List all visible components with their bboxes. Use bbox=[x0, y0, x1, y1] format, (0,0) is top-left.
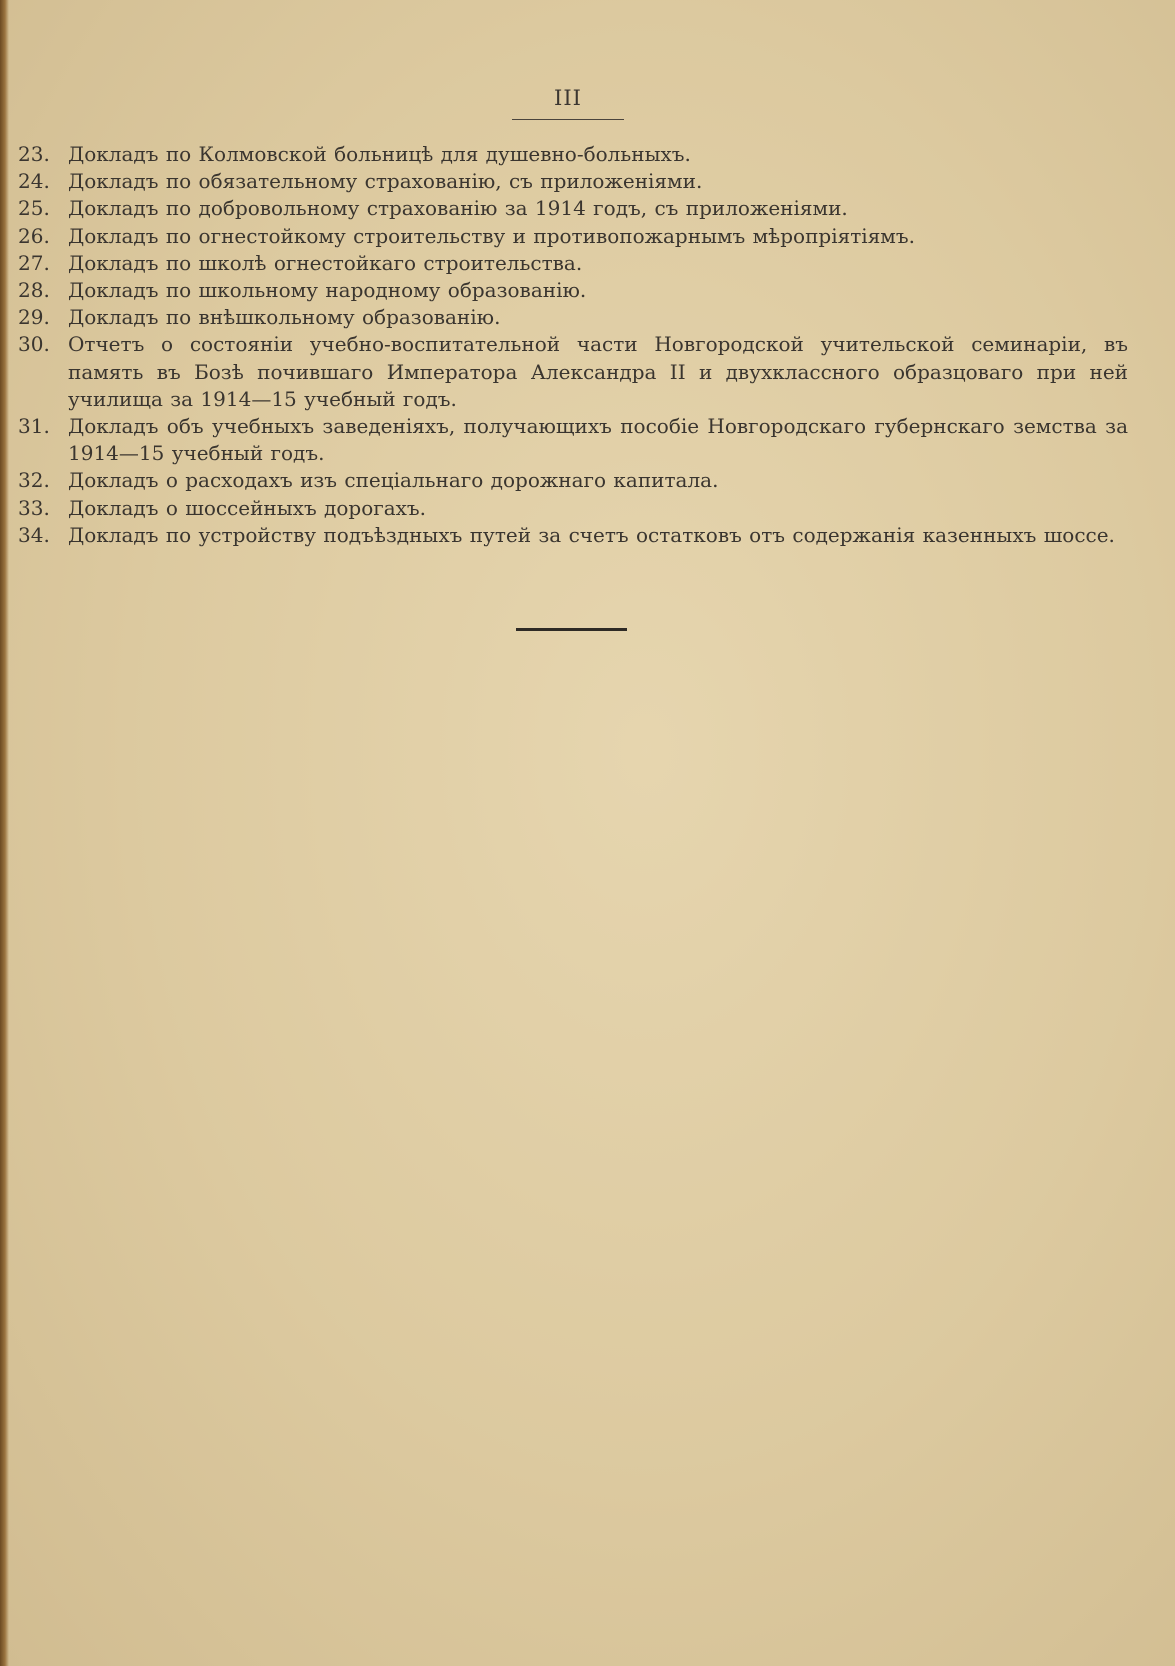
item-text: Докладъ по школѣ огнестойкаго строительства. bbox=[68, 250, 583, 275]
item-number: 26. bbox=[18, 223, 50, 248]
page-number-rule bbox=[512, 119, 624, 120]
list-item bbox=[0, 304, 1175, 331]
item-text: Докладъ по огнестойкому строительству и противопожарнымъ мѣропрiятiямъ. bbox=[68, 223, 915, 248]
list-item bbox=[0, 413, 1175, 467]
item-number: 23. bbox=[18, 142, 50, 166]
item-text: Докладъ по Колмовской больницѣ для душевно-больныхъ. bbox=[68, 142, 691, 166]
item-text: Докладъ по устройству подъѣздныхъ путей за счетъ остатковъ отъ содержанiя казенныхъ шоссе. bbox=[68, 522, 1115, 547]
item-number: 31. bbox=[18, 414, 50, 439]
item-number: 30. bbox=[18, 332, 50, 357]
closing-rule bbox=[516, 628, 627, 631]
item-number: 33. bbox=[18, 495, 50, 520]
item-text: Докладъ по добровольному страхованiю за 1914 годъ, съ приложенiями. bbox=[68, 196, 848, 221]
item-number: 34. bbox=[18, 522, 50, 547]
item-number: 27. bbox=[18, 250, 50, 275]
list-item bbox=[0, 277, 1175, 304]
item-text: Отчетъ о состоянiи учебно-воспитательной части Новгородской учительской семинарiи, въ память въ Бозѣ почившаго Императора Александра II и двухклассного образцоваго при ней училища за 1914—15 учебный годъ. bbox=[68, 332, 1128, 411]
item-text: Докладъ о расходахъ изъ спецiальнаго дорожнаго капитала. bbox=[68, 468, 719, 493]
list-item bbox=[0, 331, 1175, 413]
item-text: Докладъ по внѣшкольному образованiю. bbox=[68, 305, 501, 330]
item-text: Докладъ по школьному народному образованiю. bbox=[68, 278, 587, 303]
item-text: Докладъ по обязательному страхованiю, съ приложенiями. bbox=[68, 169, 703, 194]
list-item bbox=[0, 495, 1175, 522]
list-item bbox=[0, 467, 1175, 494]
item-number: 28. bbox=[18, 278, 50, 303]
item-number: 24. bbox=[18, 169, 50, 194]
item-text: Докладъ объ учебныхъ заведенiяхъ, получающихъ пособiе Новгородскаго губернскаго земства за 1914—15 учебный годъ. bbox=[68, 414, 1128, 466]
item-number: 29. bbox=[18, 305, 50, 330]
list-item bbox=[0, 195, 1175, 222]
item-number: 32. bbox=[18, 468, 50, 493]
list-item bbox=[0, 168, 1175, 195]
item-number: 25. bbox=[18, 196, 50, 221]
list-item bbox=[0, 250, 1175, 277]
list-item bbox=[0, 223, 1175, 250]
page-number: III bbox=[554, 86, 582, 110]
list-item bbox=[0, 522, 1175, 549]
item-text: Докладъ о шоссейныхъ дорогахъ. bbox=[68, 495, 426, 520]
list-item bbox=[0, 141, 1175, 168]
contents-list bbox=[0, 141, 1175, 549]
